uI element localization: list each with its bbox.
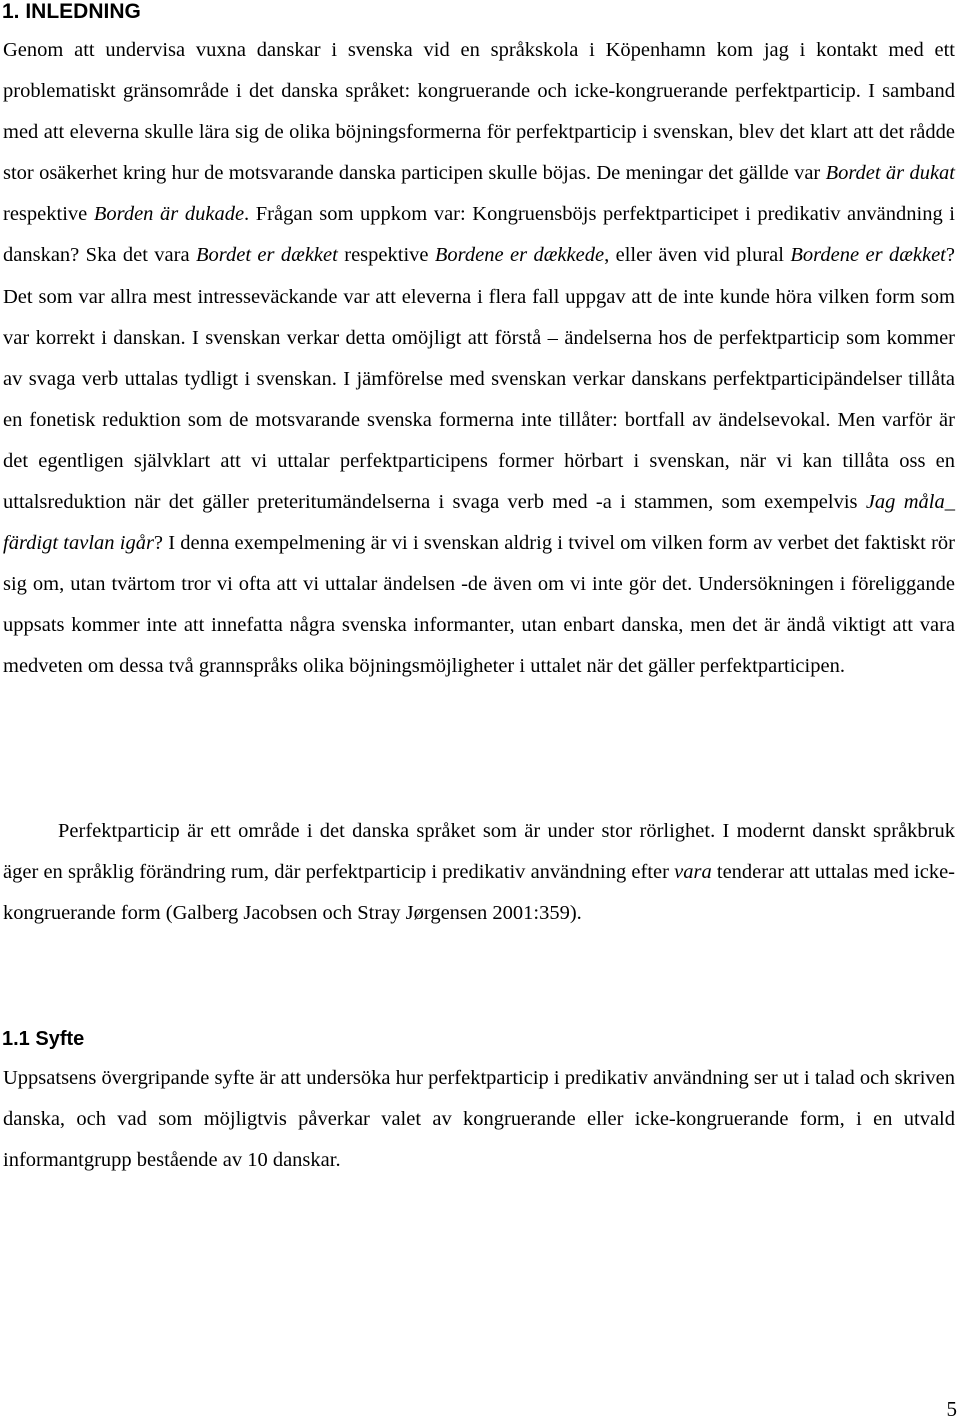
page-number: 5	[946, 1397, 957, 1421]
paragraph-purpose: Uppsatsens övergripande syfte är att undersöka hur perfektparticip i predikativ användning ser ut i talad och skriven danska, och vad som möjligtvis påverkar valet av kongruerande eller icke-kongruerande form, i en utvald informantgrupp bestående av 10 danskar.	[3, 1067, 955, 1172]
italic-term: Bordet er dækket	[195, 244, 338, 267]
paragraph-perfect-participle: Perfektparticip är ett område i det danska språket som är under stor rörlighet. I modernt danskt språkbruk äger en språklig förändring rum, där perfektparticip i predikativ användning efter vara tenderar att uttalas med icke-kongruerande form (Galberg Jacobsen och Stray Jørgensen 2001:359).	[3, 820, 955, 925]
paragraph-introduction: Genom att undervisa vuxna danskar i svenska vid en språkskola i Köpenhamn kom jag i kontakt med ett problematiskt gränsområde i det danska språket: kongruerande och icke-kongruerande perfektparticip. I samband med att eleverna skulle lära sig de olika böjningsformerna för perfektparticip i svenskan, blev det klart att det rådde stor osäkerhet kring hur de motsvarande danska participen skulle böjas. De meningar det gällde var Bordet är dukat respektive Borden är dukade. Frågan som uppkom var: Kongruensböjs perfektparticipet i predikativ användning i danskan? Ska det vara Bordet er dækket respektive Bordene er dækkede, eller även vid plural Bordene er dækket? Det som var allra mest intresseväckande var att eleverna i flera fall uppgav att de inte kunde höra vilken form som var korrekt i danskan. I svenskan verkar detta omöjligt att förstå – ändelserna hos de perfektparticip som kommer av svaga verb uttalas tydligt i svenskan. I jämförelse med svenskan verkar danskans perfektparticipändelser tillåta en fonetisk reduktion som de motsvarande svenska formerna inte tillåter: bortfall av ändelsevokal. Men varför är det egentligen självklart att vi uttalar perfektparticipens former hörbart i svenskan, när vi kan tillåta oss en uttalsreduktion när det gäller preteritumändelserna i svaga verb med -a i stammen, som exempelvis Jag måla_ färdigt tavlan igår? I denna exempelmening är vi i svenskan aldrig i tvivel om vilken form av verbet det faktiskt rör sig om, utan tvärtom tror vi ofta att vi uttalar ändelsen -de även om vi inte gör det. Undersökningen i föreliggande uppsats kommer inte att innefatta några svenska informanter, utan enbart danska, men det är ändå viktigt att vara medveten om dessa två grannspråks olika böjningsmöjligheter i uttalet när det gäller perfektparticipen.	[3, 39, 956, 678]
italic-term: Borden är dukade	[93, 203, 245, 226]
italic-term: Bordene er dækket	[790, 244, 946, 267]
subsection-heading: 1.1 Syfte	[2, 1028, 85, 1050]
italic-term: Bordene er dækkede	[434, 244, 605, 267]
italic-term: Bordet är dukat	[825, 162, 955, 185]
italic-term: Jag måla_ färdigt tavlan igår	[3, 491, 956, 555]
italic-term: vara	[674, 861, 712, 884]
section-heading: 1. INLEDNING	[2, 0, 141, 23]
